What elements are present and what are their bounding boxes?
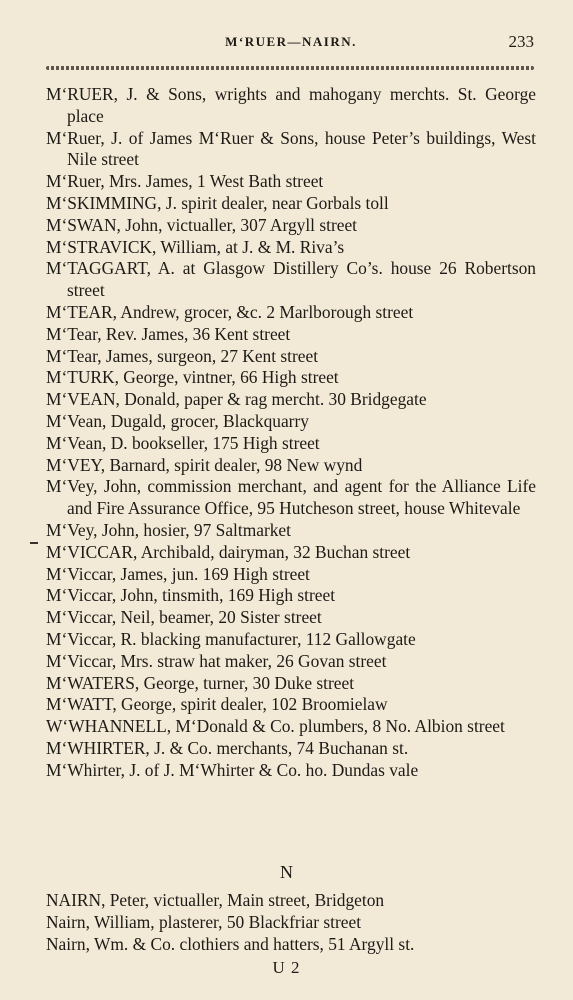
directory-entry: M‘Viccar, Mrs. straw hat maker, 26 Govan street	[46, 650, 387, 671]
directory-entry: M‘Viccar, R. blacking manufacturer, 112 Gallowgate	[46, 628, 416, 649]
directory-entry: M‘Viccar, James, jun. 169 High street	[46, 563, 310, 584]
header-rule	[46, 66, 534, 70]
directory-entry: M‘Vean, D. bookseller, 175 High street	[46, 432, 320, 453]
directory-entry: M‘Vey, John, commission merchant, and agent for the Alliance Life and Fire Assurance Office, 95 Hutcheson street, house Whitevale	[46, 476, 536, 519]
page-number: 233	[508, 32, 534, 51]
directory-entry: M‘VEY, Barnard, spirit dealer, 98 New wynd	[46, 454, 363, 475]
directory-entry: NAIRN, Peter, victualler, Main street, Bridgeton	[46, 890, 385, 910]
directory-entry: M‘Ruer, J. of James M‘Ruer & Sons, house Peter’s buildings, West Nile street	[46, 127, 536, 170]
directory-entry: M‘WATT, George, spirit dealer, 102 Broomielaw	[46, 694, 388, 715]
directory-entry: M‘VICCAR, Archibald, dairyman, 32 Buchan street	[46, 541, 411, 562]
directory-entry: M‘Tear, James, surgeon, 27 Kent street	[46, 345, 319, 366]
directory-entry: M‘Whirter, J. of J. M‘Whirter & Co. ho. Dundas vale	[46, 759, 419, 780]
signature-mark: U 2	[272, 958, 301, 977]
directory-entry: M‘Viccar, John, tinsmith, 169 High street	[46, 585, 336, 606]
directory-entry: M‘Vean, Dugald, grocer, Blackquarry	[46, 410, 309, 431]
section-heading-n: N	[280, 862, 293, 882]
directory-entry: M‘WATERS, George, turner, 30 Duke street	[46, 672, 355, 693]
directory-entry: M‘RUER, J. & Sons, wrights and mahogany merchts. St. George place	[46, 84, 536, 126]
directory-entry: M‘Ruer, Mrs. James, 1 West Bath street	[46, 171, 324, 192]
directory-entry: M‘Vey, John, hosier, 97 Saltmarket	[46, 519, 291, 540]
directory-entry: M‘TEAR, Andrew, grocer, &c. 2 Marlborough street	[46, 301, 414, 322]
directory-entry: M‘TURK, George, vintner, 66 High street	[46, 367, 339, 388]
directory-entry: M‘TAGGART, A. at Glasgow Distillery Co’s. house 26 Robertson street	[46, 258, 536, 301]
directory-entry: M‘Viccar, Neil, beamer, 20 Sister street	[46, 607, 322, 628]
directory-entry: M‘WHIRTER, J. & Co. merchants, 74 Buchanan st.	[46, 737, 409, 758]
page-header	[46, 34, 536, 56]
running-head: M‘RUER—NAIRN.	[225, 34, 357, 49]
directory-entry: W‘WHANNELL, M‘Donald & Co. plumbers, 8 No. Albion street	[46, 716, 505, 737]
directory-entries-m	[46, 84, 536, 782]
margin-mark	[30, 542, 38, 544]
directory-entry: M‘SKIMMING, J. spirit dealer, near Gorbals toll	[46, 192, 389, 213]
directory-entry: M‘SWAN, John, victualler, 307 Argyll street	[46, 214, 358, 235]
directory-entry: M‘STRAVICK, William, at J. & M. Riva’s	[46, 236, 345, 257]
directory-entry: M‘Tear, Rev. James, 36 Kent street	[46, 323, 291, 344]
directory-entries-n	[46, 890, 536, 955]
directory-entry: Nairn, Wm. & Co. clothiers and hatters, 51 Argyll st.	[46, 933, 415, 954]
directory-entry: Nairn, William, plasterer, 50 Blackfriar street	[46, 911, 362, 932]
directory-entry: M‘VEAN, Donald, paper & rag mercht. 30 Bridgegate	[46, 389, 427, 410]
